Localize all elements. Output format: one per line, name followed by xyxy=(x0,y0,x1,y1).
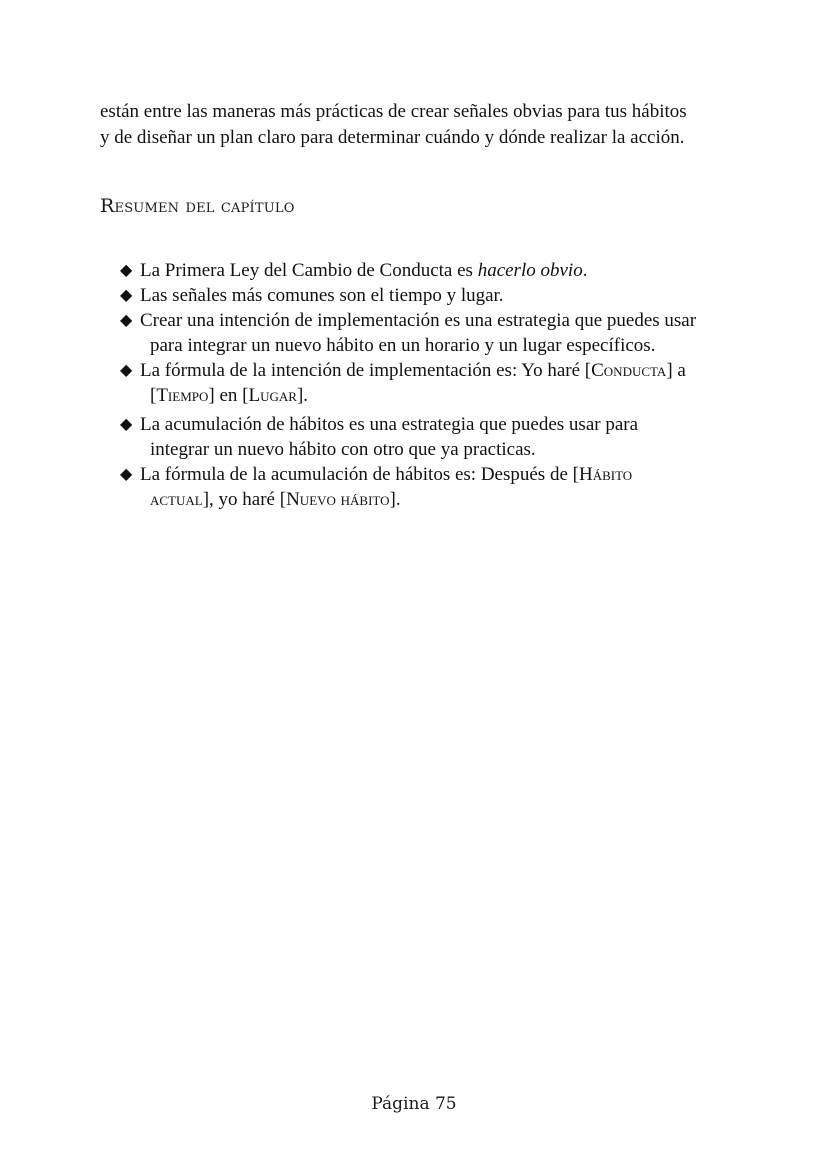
emphasis-text: hacerlo obvio xyxy=(477,260,583,281)
summary-bullet-1: ◆ La Primera Ley del Cambio de Conducta es hacerlo obvio. xyxy=(120,260,588,281)
page-number: Página 75 xyxy=(371,1094,457,1114)
diamond-bullet-icon: ◆ xyxy=(120,362,133,379)
chapter-summary-heading: Resumen del capítulo xyxy=(100,195,295,217)
placeholder-conducta: Conducta xyxy=(591,360,667,381)
diamond-bullet-icon: ◆ xyxy=(120,262,133,279)
summary-bullet-5: ◆ La acumulación de hábitos es una estrategia que puedes usar para integrar un nuevo hábito con otro que ya practicas. xyxy=(120,414,639,460)
placeholder-habito: Hábito xyxy=(578,464,633,485)
summary-bullet-3: ◆ Crear una intención de implementación es una estrategia que puedes usar para integrar un nuevo hábito en un horario y un lugar específicos. xyxy=(120,310,697,356)
summary-bullet-4: ◆ La fórmula de la intención de implementación es: Yo haré [Conducta] a [Tiempo] en [Lugar]. xyxy=(120,360,686,406)
intro-line-1: están entre las maneras más prácticas de crear señales obvias para tus hábitos xyxy=(100,101,687,122)
placeholder-tiempo: Tiempo xyxy=(156,385,209,406)
placeholder-actual: actual xyxy=(150,489,203,510)
diamond-bullet-icon: ◆ xyxy=(120,312,133,329)
diamond-bullet-icon: ◆ xyxy=(120,466,133,483)
intro-line-2: y de diseñar un plan claro para determinar cuándo y dónde realizar la acción. xyxy=(100,127,685,148)
diamond-bullet-icon: ◆ xyxy=(120,416,133,433)
placeholder-nuevo-habito: Nuevo hábito xyxy=(286,489,390,510)
summary-bullet-list xyxy=(120,258,728,512)
summary-bullet-2: ◆ Las señales más comunes son el tiempo y lugar. xyxy=(120,285,504,306)
summary-bullet-6: ◆ La fórmula de la acumulación de hábitos es: Después de [Hábito actual], yo haré [Nuevo hábito]. xyxy=(120,464,633,510)
placeholder-lugar: Lugar xyxy=(248,385,297,406)
diamond-bullet-icon: ◆ xyxy=(120,287,133,304)
intro-paragraph xyxy=(100,99,730,151)
